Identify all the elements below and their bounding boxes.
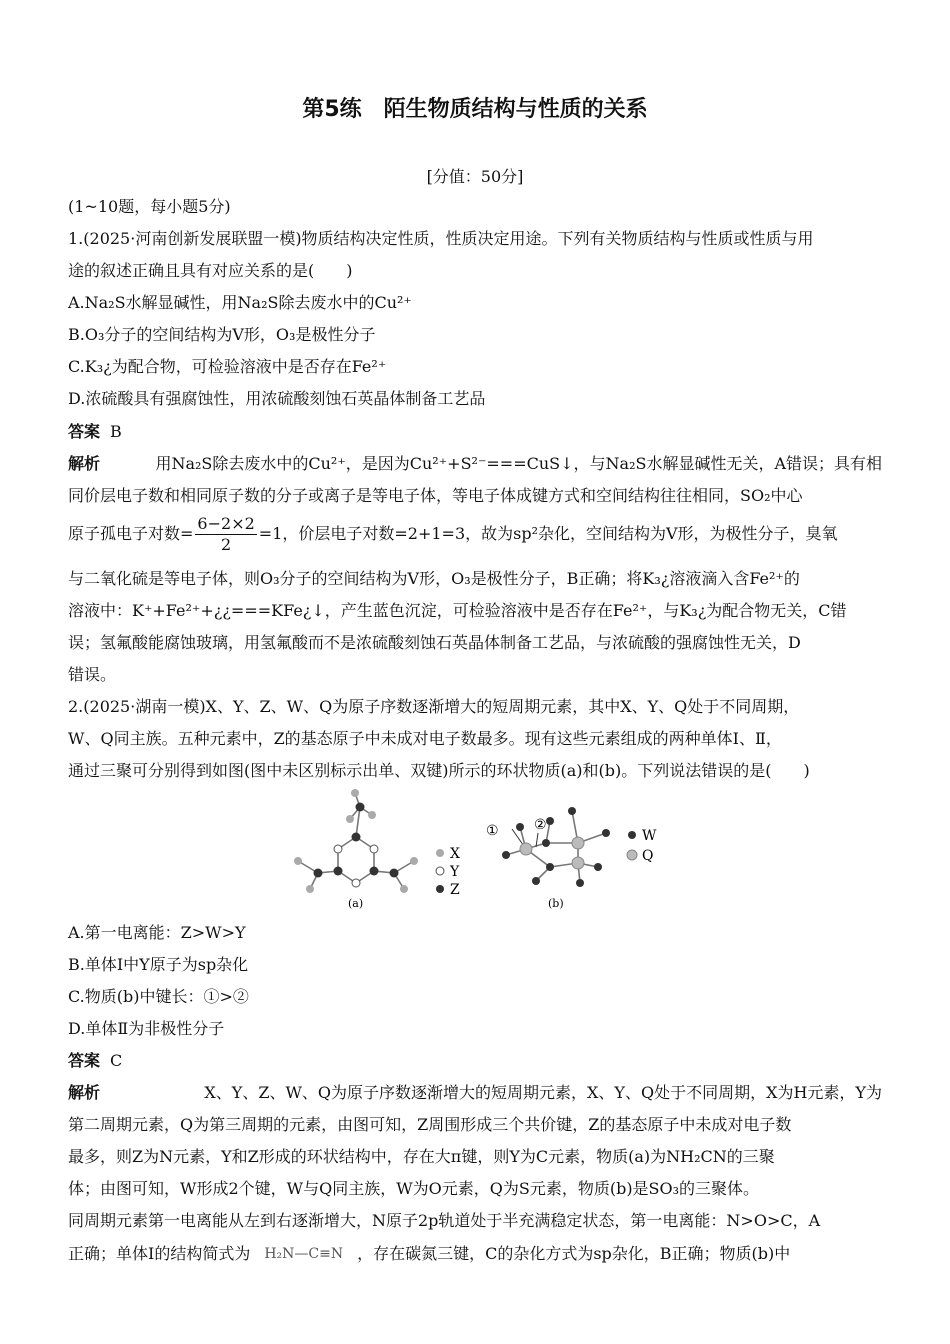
q1-stem-line1: 1.(2025·河南创新发展联盟一模)物质结构决定性质，性质决定用途。下列有关物质结构与性质或性质与用 (68, 229, 814, 248)
legend-w: W (642, 828, 657, 844)
q1-stem-line2: 途的叙述正确且具有对应关系的是( ) (68, 261, 353, 280)
legend-y: Y (450, 864, 460, 880)
q2-option-b: B.单体Ⅰ中Y原子为sp杂化 (68, 955, 249, 974)
legend-y-dot (436, 867, 444, 875)
bond-mark-2: ② (534, 817, 547, 833)
caption-b: (b) (548, 897, 564, 910)
legend-x: X (450, 846, 460, 862)
q1-option-c: C.K₃¿为配合物，可检验溶液中是否存在Fe²⁺ (68, 357, 387, 376)
legend-q-dot (627, 850, 637, 860)
structural-formula: H₂N—C≡N (264, 1246, 344, 1262)
q2-exp-line6: 正确；单体Ⅰ的结构简式为 H₂N—C≡N ，存在碳氮三键，C的杂化方式为sp杂化，B正确；物质(b)中 (68, 1244, 791, 1263)
q1-exp-line1: 解析 用Na₂S除去废水中的Cu²⁺，是因为Cu²⁺+S²⁻===CuS↓，与Na₂S水解显碱性无关，A错误；具有相 (68, 454, 882, 473)
q1-exp-line7: 错误。 (68, 665, 117, 684)
legend-w-dot (628, 831, 636, 839)
legend-z: Z (450, 882, 460, 898)
q2-exp-line4: 体；由图可知，W形成2个键，W与Q同主族，W为O元素，Q为S元素，物质(b)是SO₃的三聚体。 (68, 1179, 760, 1198)
q2-option-c: C.物质(b)中键长：①>② (68, 987, 249, 1006)
structure-b-atoms (502, 807, 610, 887)
q1-answer (68, 421, 122, 443)
explanation-label: 解析 (68, 1083, 101, 1102)
q2-exp-line2: 第二周期元素，Q为第三周期的元素，由图可知，Z周围形成三个共价键，Z的基态原子中未成对电子数 (68, 1115, 792, 1134)
q2-exp-line5: 同周期元素第一电离能从左到右逐渐增大，N原子2p轨道处于半充满稳定状态，第一电离能：N>O>C，A (68, 1211, 821, 1230)
structure-a-atoms (294, 789, 418, 893)
score-info: [分值：50分] (426, 167, 524, 186)
answer-label: 答案 (68, 422, 101, 441)
q2-exp-line1: 解析 X、Y、Z、W、Q为原子序数逐渐增大的短周期元素，X、Y、Q处于不同周期，X为H元素，Y为 (68, 1083, 882, 1102)
q1-option-a: A.Na₂S水解显碱性，用Na₂S除去废水中的Cu²⁺ (68, 293, 412, 312)
q1-exp-line6: 误；氢氟酸能腐蚀玻璃，用氢氟酸而不是浓硫酸刻蚀石英晶体制备工艺品，与浓硫酸的强腐蚀性无关，D (68, 633, 801, 652)
q2-stem-line3: 通过三聚可分别得到如图(图中未区别标示出单、双键)所示的环状物质(a)和(b)。下列说法错误的是( ) (68, 761, 810, 780)
caption-a: (a) (348, 897, 364, 910)
answer-value: C (110, 1051, 123, 1070)
molecule-figure (280, 785, 680, 917)
q1-exp-line3: 原子孤电子对数= $\frac{6-2\times 2}{2}$ =1，价层电子对数=2+1=3，故为sp²杂化，空间结构为V形，为极性分子，臭氧 (68, 513, 838, 554)
legend-z-dot (436, 885, 444, 893)
q1-option-b: B.O₃分子的空间结构为V形，O₃是极性分子 (68, 325, 376, 344)
q2-answer (68, 1050, 122, 1072)
q1-exp-line5: 溶液中：K⁺+Fe²⁺+¿¿===KFe¿↓，产生蓝色沉淀，可检验溶液中是否存在Fe²⁺，与K₃¿为配合物无关，C错 (68, 601, 847, 620)
q2-stem-line2: W、Q同主族。五种元素中，Z的基态原子中未成对电子数最多。现有这些元素组成的两种单体Ⅰ、Ⅱ， (68, 729, 782, 748)
bond-mark-1: ① (486, 823, 499, 839)
section-intro: (1~10题，每小题5分) (68, 197, 231, 216)
q1-exp-line4: 与二氧化硫是等电子体，则O₃分子的空间结构为V形，O₃是极性分子，B正确；将K₃¿溶液滴入含Fe²⁺的 (68, 569, 800, 588)
q2-option-d: D.单体Ⅱ为非极性分子 (68, 1019, 225, 1038)
legend-x-dot (436, 849, 444, 857)
q2-option-a: A.第一电离能：Z>W>Y (68, 923, 246, 942)
q2-exp-line3: 最多，则Z为N元素，Y和Z形成的环状结构中，存在大π键，则Y为C元素，物质(a)为NH₂CN的三聚 (68, 1147, 775, 1166)
answer-label: 答案 (68, 1051, 101, 1070)
answer-value: B (110, 422, 122, 441)
legend-q: Q (642, 848, 654, 864)
q1-option-d: D.浓硫酸具有强腐蚀性，用浓硫酸刻蚀石英晶体制备工艺品 (68, 389, 486, 408)
q2-stem-line1: 2.(2025·湖南一模)X、Y、Z、W、Q为原子序数逐渐增大的短周期元素，其中X、Y、Q处于不同周期， (68, 697, 800, 716)
fraction: $\frac{6-2\times 2}{2}$ (197, 513, 255, 554)
q1-exp-line2: 同价层电子数和相同原子数的分子或离子是等电子体，等电子体成键方式和空间结构往往相同，SO₂中心 (68, 486, 803, 505)
page-title: 第5练 陌生物质结构与性质的关系 (302, 97, 648, 122)
molecule-structures (280, 785, 680, 913)
explanation-label: 解析 (68, 454, 101, 473)
